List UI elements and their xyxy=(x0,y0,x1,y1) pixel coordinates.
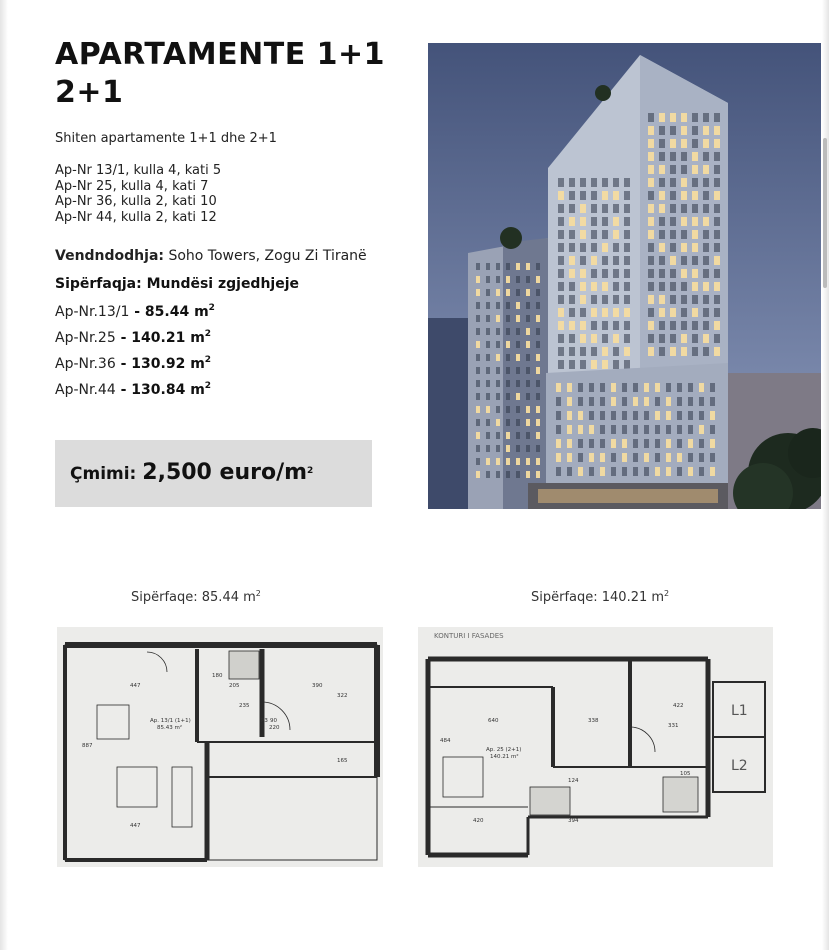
area-name: Ap-Nr.13/1 xyxy=(55,304,130,320)
plan-2-header: KONTURI I FASADES xyxy=(434,632,504,640)
floor-plan-2-drawing xyxy=(418,627,773,867)
svg-text:322: 322 xyxy=(337,693,348,699)
svg-text:422: 422 xyxy=(673,703,684,709)
apartment-item: Ap-Nr 13/1, kulla 4, kati 5 xyxy=(55,163,222,178)
building-photo xyxy=(428,43,821,509)
area-list xyxy=(55,302,215,406)
area-value: - 130.92 $m^2$ xyxy=(115,355,212,372)
area-value: - 85.44 $m^2$ xyxy=(129,303,215,320)
apartment-list xyxy=(55,163,221,225)
svg-text:394: 394 xyxy=(568,818,579,824)
svg-text:887: 887 xyxy=(82,743,93,749)
floor-plan-2 xyxy=(418,627,773,867)
svg-text:447: 447 xyxy=(130,683,141,689)
svg-text:90: 90 xyxy=(270,718,277,724)
title-line-2: 2+1 xyxy=(55,75,124,110)
area-name: Ap-Nr.25 xyxy=(55,330,116,346)
page-title xyxy=(55,36,415,112)
apartment-item: Ap-Nr 25, kulla 4, kati 7 xyxy=(55,178,209,194)
svg-text:205: 205 xyxy=(229,683,240,689)
svg-text:P3: P3 xyxy=(261,718,268,724)
price-line xyxy=(70,460,313,485)
area-name: Ap-Nr.36 xyxy=(55,356,116,372)
page-edge-left xyxy=(0,0,8,950)
plan-2-area: 140.21 m² xyxy=(490,754,519,760)
core-label-l1: L1 xyxy=(731,703,748,719)
svg-text:420: 420 xyxy=(473,818,484,824)
location-label: Vendndodhja: xyxy=(55,248,164,264)
core-label-l2: L2 xyxy=(731,758,748,774)
location-value: Soho Towers, Zogu Zi Tiranë xyxy=(164,248,367,264)
intro-text: Shiten apartamente 1+1 dhe 2+1 xyxy=(55,131,277,146)
area-value: - 140.21 $m^2$ xyxy=(115,329,212,346)
svg-text:105: 105 xyxy=(680,771,691,777)
plan-2-caption: Sipërfaqe: 140.21 $m^2$ xyxy=(531,589,670,605)
area-row xyxy=(55,302,215,328)
svg-text:165: 165 xyxy=(337,758,348,764)
floor-plan-1 xyxy=(57,627,383,867)
svg-text:180: 180 xyxy=(212,673,223,679)
title-line-1: APARTAMENTE 1+1 xyxy=(55,37,386,72)
apartment-item: Ap-Nr 36, kulla 2, kati 10 xyxy=(55,194,217,209)
location-line xyxy=(55,248,367,264)
svg-text:331: 331 xyxy=(668,723,679,729)
svg-text:390: 390 xyxy=(312,683,323,689)
building-illustration xyxy=(428,43,821,509)
area-heading: Sipërfaqja: Mundësi zgjedhjeje xyxy=(55,276,300,292)
svg-text:220: 220 xyxy=(269,725,280,731)
plan-1-area: 85.43 m² xyxy=(157,725,183,731)
floor-plan-1-drawing xyxy=(57,627,383,867)
apartment-item: Ap-Nr 44, kulla 2, kati 12 xyxy=(55,209,217,225)
plan-1-caption: Sipërfaqe: 85.44 $m^2$ xyxy=(131,589,261,605)
area-value: - 130.84 $m^2$ xyxy=(115,381,212,398)
area-row xyxy=(55,380,215,406)
price-label: Çmimi: xyxy=(70,464,143,484)
scrollbar-thumb[interactable] xyxy=(823,138,827,288)
svg-text:124: 124 xyxy=(568,778,579,784)
area-name: Ap-Nr.44 xyxy=(55,382,116,398)
area-row xyxy=(55,328,215,354)
svg-text:235: 235 xyxy=(239,703,250,709)
price-box xyxy=(55,440,372,507)
svg-text:447: 447 xyxy=(130,823,141,829)
price-value: 2,500 euro/$m^2$ xyxy=(142,460,314,485)
svg-text:640: 640 xyxy=(488,718,499,724)
plan-1-label: Ap. 13/1 (1+1) xyxy=(150,718,191,724)
svg-text:484: 484 xyxy=(440,738,451,744)
plan-2-label: Ap. 25 (2+1) xyxy=(486,747,522,753)
area-row xyxy=(55,354,215,380)
svg-text:338: 338 xyxy=(588,718,599,724)
